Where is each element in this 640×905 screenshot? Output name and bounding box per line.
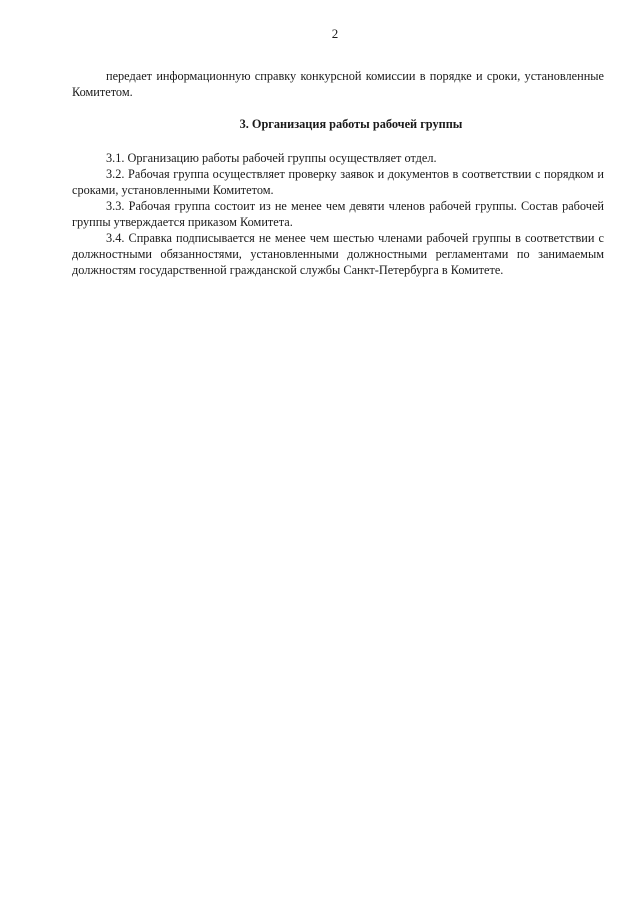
clause-3-4: 3.4. Справка подписывается не менее чем шестью членами рабочей группы в соответствии с должностными обязанностями, установленными должностными регламентами по занимаемым должностям государственной гражданской службы Санкт-Петербурга в Комитете. [72,231,604,277]
clause-3-3: 3.3. Рабочая группа состоит из не менее чем девяти членов рабочей группы. Состав рабочей группы утверждается приказом Комитета. [72,199,604,229]
clause-3-1: 3.1. Организацию работы рабочей группы осуществляет отдел. [106,151,437,165]
page-number: 2 [331,26,339,41]
section-3 [72,116,604,278]
section-heading: 3. Организация работы рабочей группы [239,117,463,131]
document-body [72,68,604,278]
clause-3-2: 3.2. Рабочая группа осуществляет проверку заявок и документов в соответствии с порядком и сроками, установленными Комитетом. [72,167,604,197]
intro-paragraph: передает информационную справку конкурсной комиссии в порядке и сроки, установленные Комитетом. [72,69,604,99]
